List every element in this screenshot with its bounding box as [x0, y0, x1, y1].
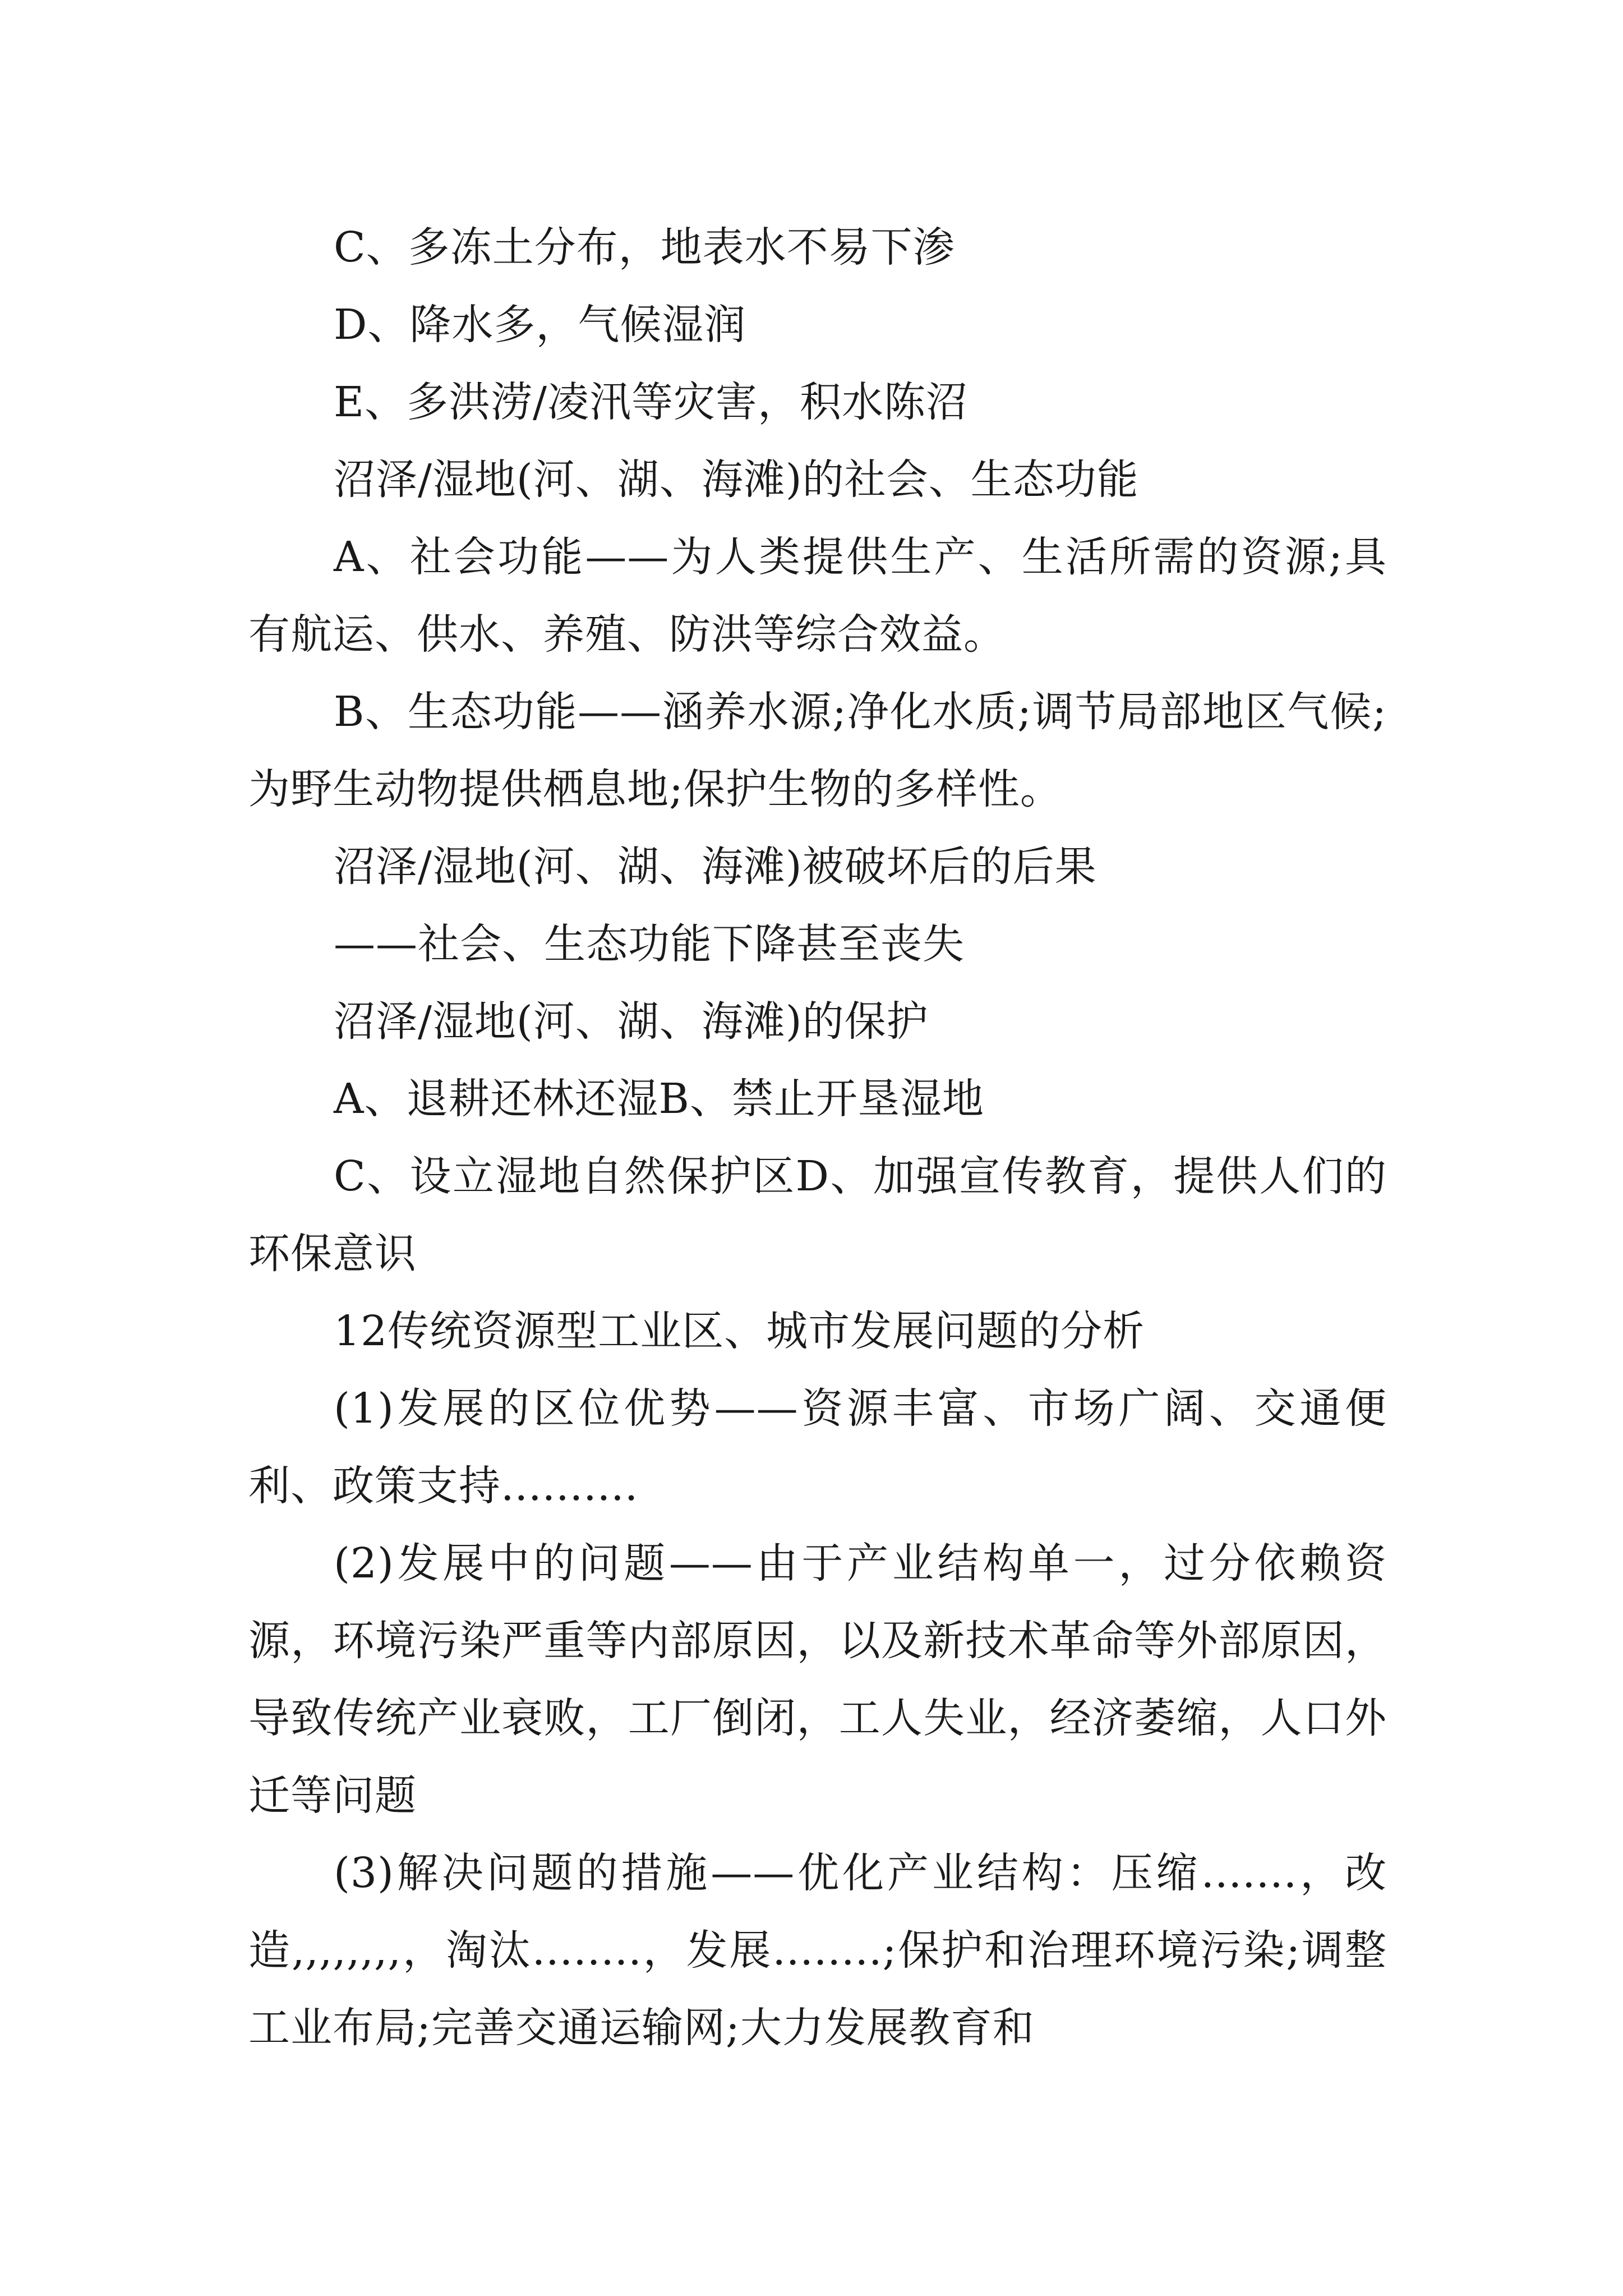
paragraph-7: 沼泽/湿地(河、湖、海滩)被破坏后的后果	[334, 843, 1097, 891]
paragraph-10: A、退耕还林还湿B、禁止开垦湿地	[334, 1075, 984, 1123]
paragraph-6: B、生态功能——涵养水源;净化水质;调节局部地区气候;为野生动物提供栖息地;保护生物的多样性。	[248, 688, 1387, 813]
paragraph-14: (2)发展中的问题——由于产业结构单一，过分依赖资源，环境污染严重等内部原因，以及新技术革命等外部原因，导致传统产业衰败，工厂倒闭，工人失业，经济萎缩，人口外迁等问题	[248, 1539, 1387, 1820]
paragraph-5: A、社会功能——为人类提供生产、生活所需的资源;具有航运、供水、养殖、防洪等综合效益。	[248, 533, 1387, 659]
paragraph-11: C、设立湿地自然保护区D、加强宣传教育，提供人们的环保意识	[248, 1152, 1387, 1278]
paragraph-9: 沼泽/湿地(河、湖、海滩)的保护	[334, 997, 929, 1046]
paragraph-15: (3)解决问题的措施——优化产业结构：压缩.......，改造,,,,,,,,，淘汰........，发展........;保护和治理环境污染;调整工业布局;完善交通运输网;大力发展教育和	[248, 1849, 1387, 2052]
paragraph-12: 12传统资源型工业区、城市发展问题的分析	[334, 1307, 1145, 1355]
paragraph-2: D、降水多，气候湿润	[334, 301, 746, 349]
paragraph-13: (1)发展的区位优势——资源丰富、市场广阔、交通便利、政策支持..........	[248, 1384, 1387, 1510]
document-body	[248, 209, 1387, 2067]
paragraph-8: ——社会、生态功能下降甚至丧失	[334, 920, 965, 968]
paragraph-1: C、多冻土分布，地表水不易下渗	[334, 223, 955, 272]
paragraph-4: 沼泽/湿地(河、湖、海滩)的社会、生态功能	[334, 455, 1139, 504]
paragraph-3: E、多洪涝/凌汛等灾害，积水陈沼	[334, 378, 968, 426]
